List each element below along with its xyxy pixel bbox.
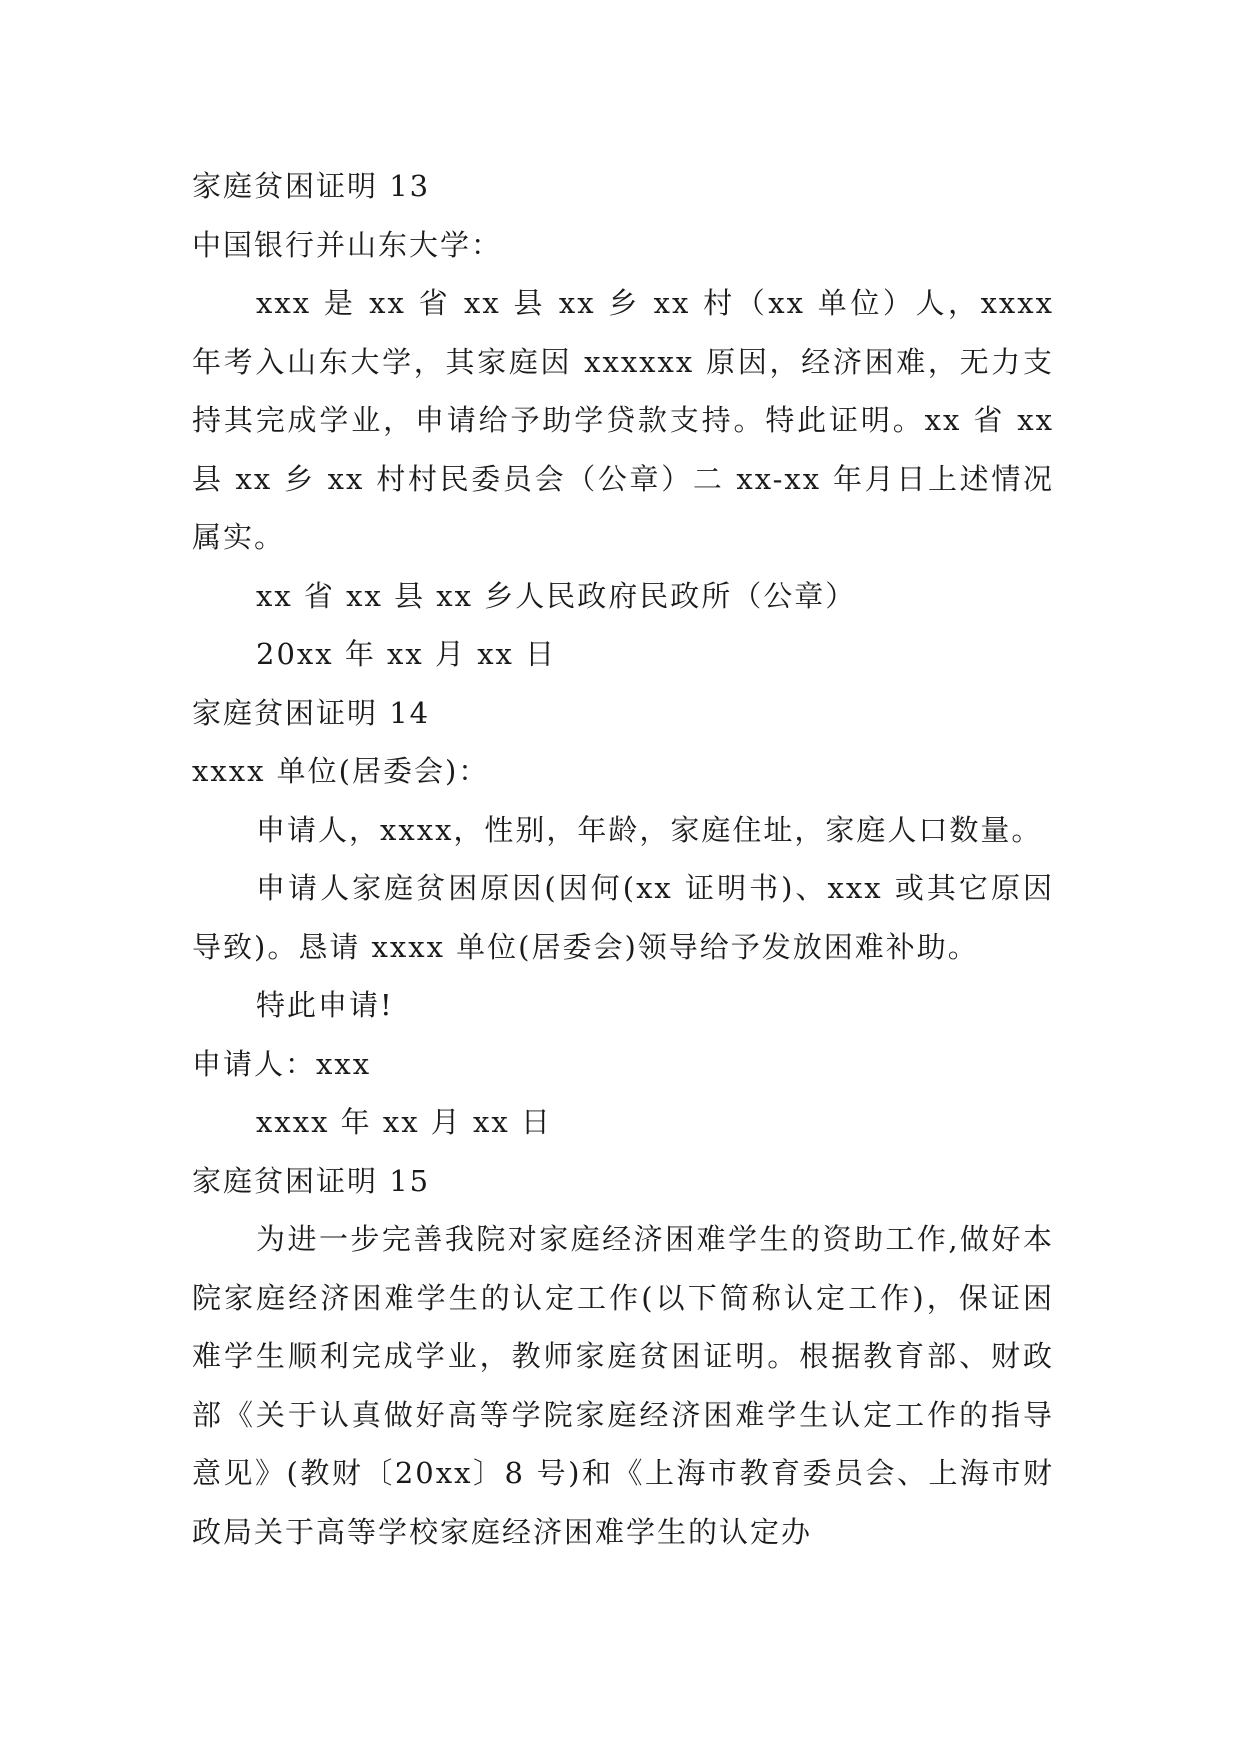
section-13-signature: xx 省 xx 县 xx 乡人民政府民政所（公章） (256, 578, 857, 613)
section-14-applicant: 申请人：xxx (192, 1046, 372, 1081)
section-14-closing: 特此申请! (256, 988, 394, 1022)
section-13-body: xxx 是 xx 省 xx 县 xx 乡 xx 村（xx 单位）人，xxxx 年考入山东大学，其家庭因 xxxxxx 原因，经济困难，无力支持其完成学业，申请给予助学贷款支持。特此证明。xx 省 xx 县 xx 乡 xx 村村民委员会（公章）二 xx-xx 年月日上述情况属实。 (192, 286, 1054, 554)
section-15-heading: 家庭贫困证明 15 (192, 1163, 431, 1198)
section-13-salutation: 中国银行并山东大学： (192, 227, 503, 262)
section-14-body: 申请人家庭贫困原因(因何(xx 证明书)、xxx 或其它原因导致)。恳请 xxxx 单位(居委会)领导给予发放困难补助。 (192, 871, 1054, 964)
section-14-applicant-info: 申请人，xxxx，性别，年龄，家庭住址，家庭人口数量。 (256, 812, 1043, 847)
section-13-heading: 家庭贫困证明 13 (192, 169, 431, 203)
section-14-salutation: xxxx 单位(居委会)： (192, 754, 490, 788)
document-content (192, 157, 1054, 1561)
section-14-heading: 家庭贫困证明 14 (192, 695, 431, 730)
section-13-date: 20xx 年 xx 月 xx 日 (256, 637, 557, 671)
section-15-body: 为进一步完善我院对家庭经济困难学生的资助工作,做好本院家庭经济困难学生的认定工作(以下简称认定工作)，保证困难学生顺利完成学业，教师家庭贫困证明。根据教育部、财政部《关于认真做好高等学院家庭经济困难学生认定工作的指导意见》(教财〔20xx〕8 号)和《上海市教育委员会、上海市财政局关于高等学校家庭经济困难学生的认定办 (192, 1222, 1054, 1549)
section-14-date: xxxx 年 xx 月 xx 日 (256, 1105, 552, 1139)
